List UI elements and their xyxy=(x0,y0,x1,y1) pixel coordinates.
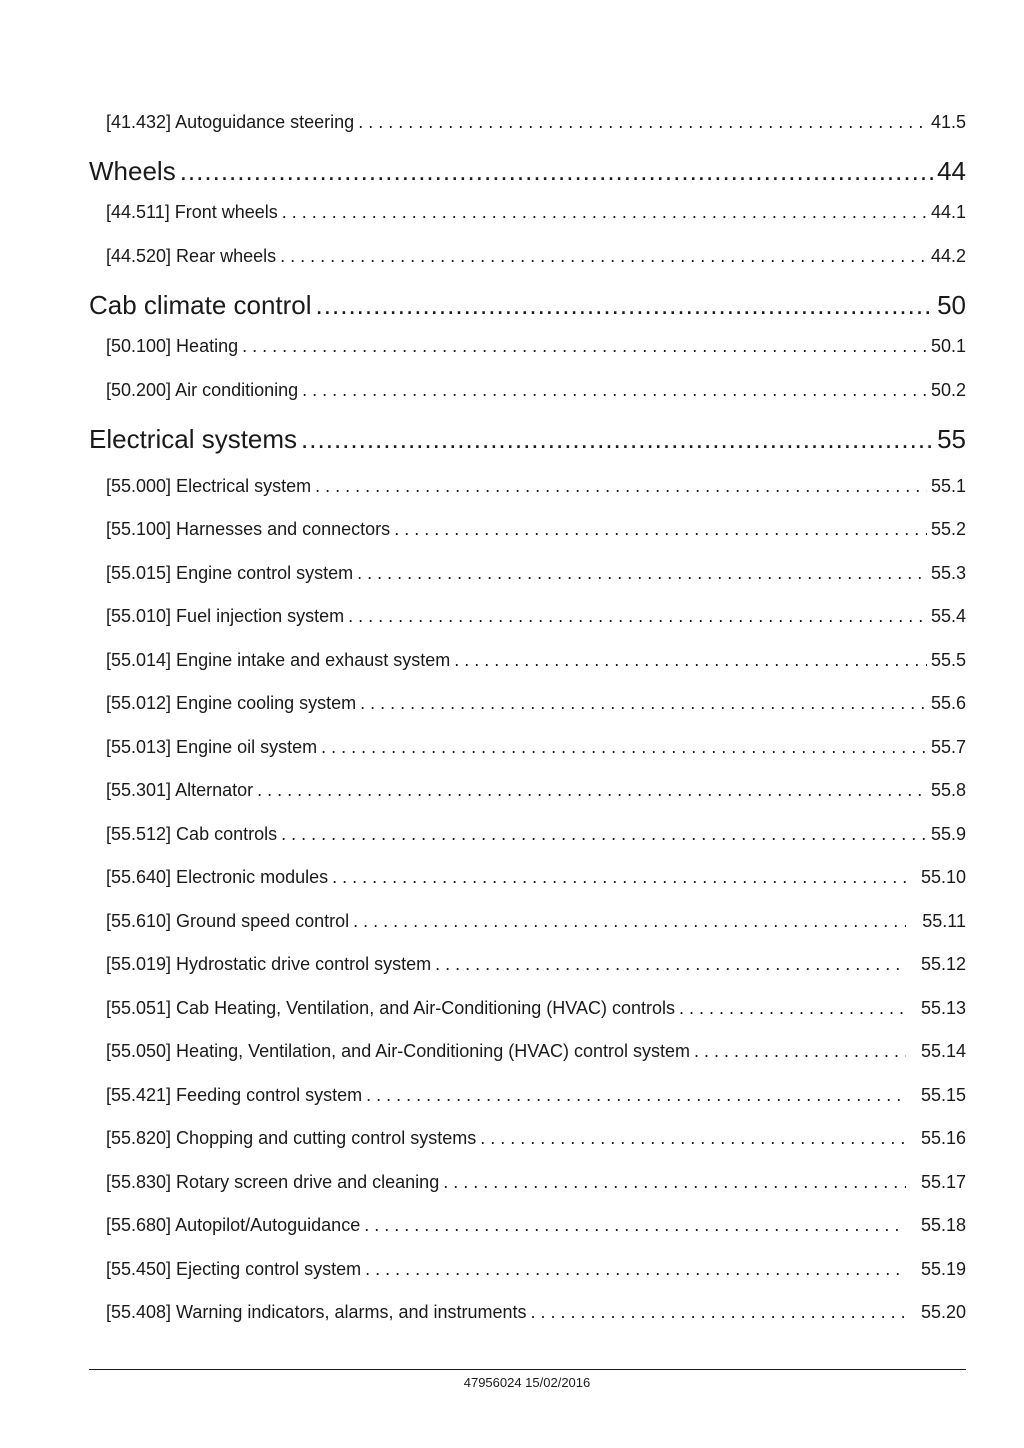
dot-leader xyxy=(357,563,927,584)
toc-entry-label: [55.051] Cab Heating, Ventilation, and Air-Conditioning (HVAC) controls xyxy=(106,998,675,1018)
toc-entry-page: 44.2 xyxy=(930,246,966,266)
toc-entry[interactable] xyxy=(106,867,966,891)
toc-section-page: 55 xyxy=(937,424,966,454)
toc-entry-page: 55.14 xyxy=(920,1041,966,1061)
toc-entry-page: 55.13 xyxy=(920,998,966,1018)
toc-entry-page: 55.9 xyxy=(930,824,966,844)
toc-section[interactable] xyxy=(89,156,966,190)
toc-entry[interactable] xyxy=(106,650,966,674)
dot-leader xyxy=(435,954,906,975)
toc-entry-page: 55.16 xyxy=(920,1128,966,1148)
dot-leader xyxy=(280,246,927,267)
dot-leader xyxy=(281,824,927,845)
toc-entry[interactable] xyxy=(106,1215,966,1239)
toc-entry-label: [50.200] Air conditioning xyxy=(106,380,299,400)
toc-entry[interactable] xyxy=(106,1041,966,1065)
toc-entry[interactable] xyxy=(106,737,966,761)
dot-leader xyxy=(242,336,927,357)
dot-leader xyxy=(301,424,933,455)
toc-entry-label: [55.050] Heating, Ventilation, and Air-Conditioning (HVAC) control system xyxy=(106,1041,690,1061)
dot-leader xyxy=(348,606,927,627)
toc-entry[interactable] xyxy=(106,998,966,1022)
dot-leader xyxy=(365,1259,906,1280)
toc-section[interactable] xyxy=(89,424,966,458)
toc-entry[interactable] xyxy=(106,954,966,978)
toc-entry-page: 55.6 xyxy=(930,693,966,713)
toc-entry-page: 50.1 xyxy=(930,336,966,356)
dot-leader xyxy=(360,693,927,714)
dot-leader xyxy=(358,112,927,133)
toc-entry[interactable] xyxy=(106,112,966,136)
toc-entry-label: [55.010] Fuel injection system xyxy=(106,606,345,626)
toc-entry[interactable] xyxy=(106,246,966,270)
toc-entry[interactable] xyxy=(106,1302,966,1326)
toc-entry[interactable] xyxy=(106,563,966,587)
toc-entry-label: [55.820] Chopping and cutting control systems xyxy=(106,1128,477,1148)
toc-entry-label: [55.512] Cab controls xyxy=(106,824,278,844)
toc-entry-page: 55.8 xyxy=(930,780,966,800)
toc-entry-label: [44.520] Rear wheels xyxy=(106,246,277,266)
toc-entry-label: [55.015] Engine control system xyxy=(106,563,354,583)
dot-leader xyxy=(332,867,906,888)
toc-entry-page: 55.3 xyxy=(930,563,966,583)
dot-leader xyxy=(480,1128,906,1149)
dot-leader xyxy=(679,998,906,1019)
toc-section-page: 44 xyxy=(937,156,966,186)
toc-entry-page: 55.20 xyxy=(920,1302,966,1322)
toc-entry-label: [55.830] Rotary screen drive and cleaning xyxy=(106,1172,440,1192)
toc-entry-page: 44.1 xyxy=(930,202,966,222)
footer-rule xyxy=(89,1369,966,1370)
toc-entry[interactable] xyxy=(106,606,966,630)
toc-entry-label: [55.014] Engine intake and exhaust system xyxy=(106,650,451,670)
toc-entry-label: [55.450] Ejecting control system xyxy=(106,1259,362,1279)
toc-entry[interactable] xyxy=(106,693,966,717)
toc-entry-page: 55.11 xyxy=(922,911,966,931)
toc-section-title: Electrical systems xyxy=(89,424,298,454)
dot-leader xyxy=(353,911,906,932)
toc-section[interactable] xyxy=(89,290,966,324)
toc-entry-page: 55.7 xyxy=(930,737,966,757)
toc-entry-label: [55.013] Engine oil system xyxy=(106,737,318,757)
dot-leader xyxy=(364,1215,906,1236)
dot-leader xyxy=(315,476,927,497)
dot-leader xyxy=(394,519,927,540)
dot-leader xyxy=(694,1041,906,1062)
toc-entry[interactable] xyxy=(106,202,966,226)
toc-entry-page: 55.12 xyxy=(920,954,966,974)
toc-entry[interactable] xyxy=(106,824,966,848)
toc-entry[interactable] xyxy=(106,476,966,500)
toc-entry[interactable] xyxy=(106,780,966,804)
toc-entry[interactable] xyxy=(106,1259,966,1283)
toc-entry-label: [44.511] Front wheels xyxy=(106,202,278,222)
dot-leader xyxy=(531,1302,906,1323)
toc-entry[interactable] xyxy=(106,1128,966,1152)
toc-entry[interactable] xyxy=(106,1172,966,1196)
toc-entry[interactable] xyxy=(106,1085,966,1109)
dot-leader xyxy=(454,650,927,671)
toc-entry-page: 55.15 xyxy=(920,1085,966,1105)
toc-entry-label: [55.421] Feeding control system xyxy=(106,1085,363,1105)
dot-leader xyxy=(443,1172,906,1193)
toc-entry-label: [50.100] Heating xyxy=(106,336,239,356)
toc-entry-label: [41.432] Autoguidance steering xyxy=(106,112,355,132)
toc-entry-page: 55.5 xyxy=(930,650,966,670)
footer-doc-ref: 47956024 15/02/2016 xyxy=(463,1375,591,1390)
toc-entry-label: [55.100] Harnesses and connectors xyxy=(106,519,391,539)
toc-entry[interactable] xyxy=(106,380,966,404)
dot-leader xyxy=(180,156,933,187)
dot-leader xyxy=(302,380,927,401)
toc-entry[interactable] xyxy=(106,519,966,543)
toc-entry-page: 55.10 xyxy=(920,867,966,887)
toc-entry-label: [55.012] Engine cooling system xyxy=(106,693,357,713)
toc-entry-page: 55.2 xyxy=(930,519,966,539)
toc-entry-page: 55.4 xyxy=(930,606,966,626)
toc-entry-label: [55.301] Alternator xyxy=(106,780,254,800)
toc-section-title: Wheels xyxy=(89,156,176,186)
dot-leader xyxy=(366,1085,906,1106)
toc-entry-label: [55.408] Warning indicators, alarms, and instruments xyxy=(106,1302,527,1322)
dot-leader xyxy=(282,202,927,223)
toc-entry-page: 55.17 xyxy=(920,1172,966,1192)
toc-entry-label: [55.610] Ground speed control xyxy=(106,911,350,931)
toc-entry-page: 55.1 xyxy=(930,476,966,496)
toc-section-title: Cab climate control xyxy=(89,290,312,320)
toc-entry-label: [55.680] Autopilot/Autoguidance xyxy=(106,1215,361,1235)
toc-entry[interactable] xyxy=(106,911,966,935)
dot-leader xyxy=(257,780,927,801)
toc-entry-page: 55.19 xyxy=(920,1259,966,1279)
toc-entry[interactable] xyxy=(106,336,966,360)
toc-entry-label: [55.019] Hydrostatic drive control system xyxy=(106,954,432,974)
toc-entry-label: [55.000] Electrical system xyxy=(106,476,312,496)
dot-leader xyxy=(321,737,927,758)
toc-entry-page: 50.2 xyxy=(930,380,966,400)
toc-entry-page: 55.18 xyxy=(920,1215,966,1235)
toc-entry-label: [55.640] Electronic modules xyxy=(106,867,329,887)
dot-leader xyxy=(316,290,934,321)
toc-entry-page: 41.5 xyxy=(930,112,966,132)
toc-section-page: 50 xyxy=(937,290,966,320)
